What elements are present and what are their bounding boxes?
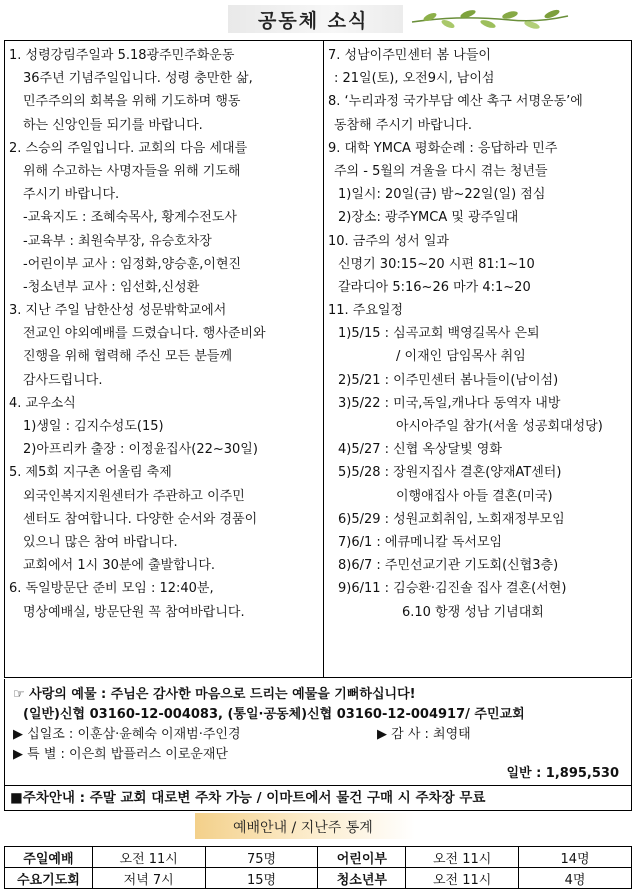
news-line: 1. 성령강림주일과 5.18광주민주화운동	[9, 48, 235, 63]
news-line: -교육부 : 최원숙부장, 유승호차장	[23, 233, 212, 249]
news-line: 10. 금주의 성서 일과	[328, 233, 449, 249]
news-line: 1)일시: 20일(금) 밤~22일(일) 점심	[338, 187, 546, 203]
table-cell: 수요기도회	[5, 868, 93, 889]
left-column	[9, 44, 319, 624]
news-line: 진행을 위해 협력해 주신 모든 분들께	[23, 349, 233, 365]
leaf-decoration-icon	[410, 8, 570, 32]
news-line: 8. ‘누리과정 국가부담 예산 촉구 서명운동’에	[328, 94, 583, 110]
table-cell: 저녁 7시	[92, 868, 205, 889]
header	[0, 0, 639, 38]
news-line: 감사드립니다.	[23, 372, 103, 388]
news-line: 5. 제5회 지구촌 어울림 축제	[9, 465, 172, 481]
offering-special: ▶ 특 별 : 이은희 밥플러스 이로운재단	[13, 747, 228, 762]
news-line: 8)6/7 : 주민선교기관 기도회(신협3층)	[338, 558, 559, 574]
table-row	[5, 847, 632, 868]
parking-notice: ■주차안내 : 주말 교회 대로변 주차 가능 / 이마트에서 물건 구매 시 주차장 무료	[4, 785, 632, 811]
news-line: 6)5/29 : 성원교회취임, 노회재정부모임	[338, 511, 565, 527]
news-line: 2)5/21 : 이주민센터 봄나들이(남이섬)	[338, 372, 559, 388]
news-line: 11. 주요일정	[328, 303, 404, 319]
offering-general-total: 일반 : 1,895,530	[506, 766, 619, 781]
news-line: 갈라디아 5:16~26 마가 4:1~20	[338, 279, 531, 295]
table-row	[5, 868, 632, 889]
news-line: 하는 신앙인들 되기를 바랍니다.	[23, 117, 203, 133]
news-line: 위해 수고하는 사명자들을 위해 기도해	[23, 163, 241, 179]
news-line: -어린이부 교사 : 임정화,양승훈,이현진	[23, 256, 242, 272]
news-line: 1)생일 : 김지수성도(15)	[23, 419, 164, 434]
news-line: -교육지도 : 조혜숙목사, 황계수전도사	[23, 210, 237, 226]
table-cell: 15명	[205, 868, 318, 889]
table-cell: 오전 11시	[92, 847, 205, 868]
news-line: 7. 성남이주민센터 봄 나들이	[328, 48, 491, 63]
news-line: : 21일(토), 오전9시, 남이섬	[334, 71, 495, 87]
news-line: 외국인복지지원센터가 주관하고 이주민	[23, 488, 245, 504]
stats-section-banner	[195, 813, 415, 839]
news-line: 센터도 참여합니다. 다양한 순서와 경품이	[23, 511, 258, 527]
news-line: 3)5/22 : 미국,독일,캐나다 동역자 내방	[338, 395, 561, 411]
news-line: 7)6/1 : 에큐메니칼 독서모임	[338, 534, 503, 550]
news-line: 6. 독일방문단 준비 모임 : 12:40분,	[9, 581, 214, 597]
news-line: 명상예배실, 방문단원 꼭 참여바랍니다.	[23, 604, 245, 620]
offering-tithe: ▶ 십일조 : 이훈삼·윤혜숙 이재범·주인경	[13, 727, 241, 742]
news-line: 5)5/28 : 장원지집사 결혼(양재AT센터)	[338, 465, 562, 481]
column-divider	[323, 41, 324, 677]
news-line: 6.10 항쟁 성남 기념대회	[402, 604, 544, 620]
news-line: 4. 교우소식	[9, 395, 76, 411]
news-line: 2)장소: 광주YMCA 및 광주일대	[338, 210, 519, 226]
offering-thanks: ▶ 감 사 : 최영태	[377, 727, 471, 742]
table-cell: 14명	[519, 847, 632, 868]
news-line: 이행애집사 아들 결혼(미국)	[396, 488, 553, 504]
news-line: 전교인 야외예배를 드렸습니다. 행사준비와	[23, 326, 266, 342]
news-box	[4, 40, 632, 678]
stats-section-title: 예배안내 / 지난주 통계	[233, 820, 373, 836]
table-cell: 오전 11시	[406, 868, 519, 889]
news-line: 9. 대학 YMCA 평화순례 : 응답하라 민주	[328, 140, 558, 156]
offering-headline: ☞ 사랑의 예물 : 주님은 감사한 마음으로 드리는 예물을 기뻐하십니다!	[13, 687, 416, 702]
news-line: 1)5/15 : 심곡교회 백영길목사 은퇴	[338, 326, 540, 342]
news-line: 주의 - 5월의 겨울을 다시 겪는 청년들	[334, 163, 548, 179]
offering-accounts: (일반)신협 03160-12-004083, (통일·공동체)신협 03160-12-004917/ 주민교회	[23, 707, 525, 722]
news-line: 36주년 기념주일입니다. 성령 충만한 삶,	[23, 71, 253, 87]
worship-stats-table	[4, 846, 632, 889]
news-line: 신명기 30:15~20 시편 81:1~10	[338, 256, 535, 272]
news-line: 9)6/11 : 김승환·김진솔 집사 결혼(서현)	[338, 581, 567, 597]
news-line: 4)5/27 : 신협 옥상달빛 영화	[338, 442, 502, 458]
news-line: 2)아프리카 출장 : 이정윤집사(22~30일)	[23, 442, 258, 458]
news-line: 아시아주일 참가(서울 성공회대성당)	[396, 419, 603, 434]
news-line: 2. 스승의 주일입니다. 교회의 다음 세대를	[9, 140, 248, 156]
table-cell: 청소년부	[318, 868, 406, 889]
news-line: 교회에서 1시 30분에 출발합니다.	[23, 558, 216, 574]
table-cell: 오전 11시	[406, 847, 519, 868]
table-cell: 어린이부	[318, 847, 406, 868]
table-cell: 4명	[519, 868, 632, 889]
news-line: 민주주의의 회복을 위해 기도하며 행동	[23, 94, 241, 110]
news-line: -청소년부 교사 : 임선화,신성환	[23, 279, 200, 295]
news-line: 주시기 바랍니다.	[23, 187, 120, 203]
news-line: 있으니 많은 참여 바랍니다.	[23, 534, 178, 550]
table-cell: 주일예배	[5, 847, 93, 868]
table-cell: 75명	[205, 847, 318, 868]
news-line: 동참해 주시기 바랍니다.	[334, 117, 472, 133]
right-column	[328, 44, 628, 624]
news-line: / 이재인 담임목사 취임	[396, 349, 526, 365]
news-line: 3. 지난 주일 남한산성 성문밖학교에서	[9, 303, 227, 319]
page-title: 공동체 소식	[258, 10, 369, 32]
